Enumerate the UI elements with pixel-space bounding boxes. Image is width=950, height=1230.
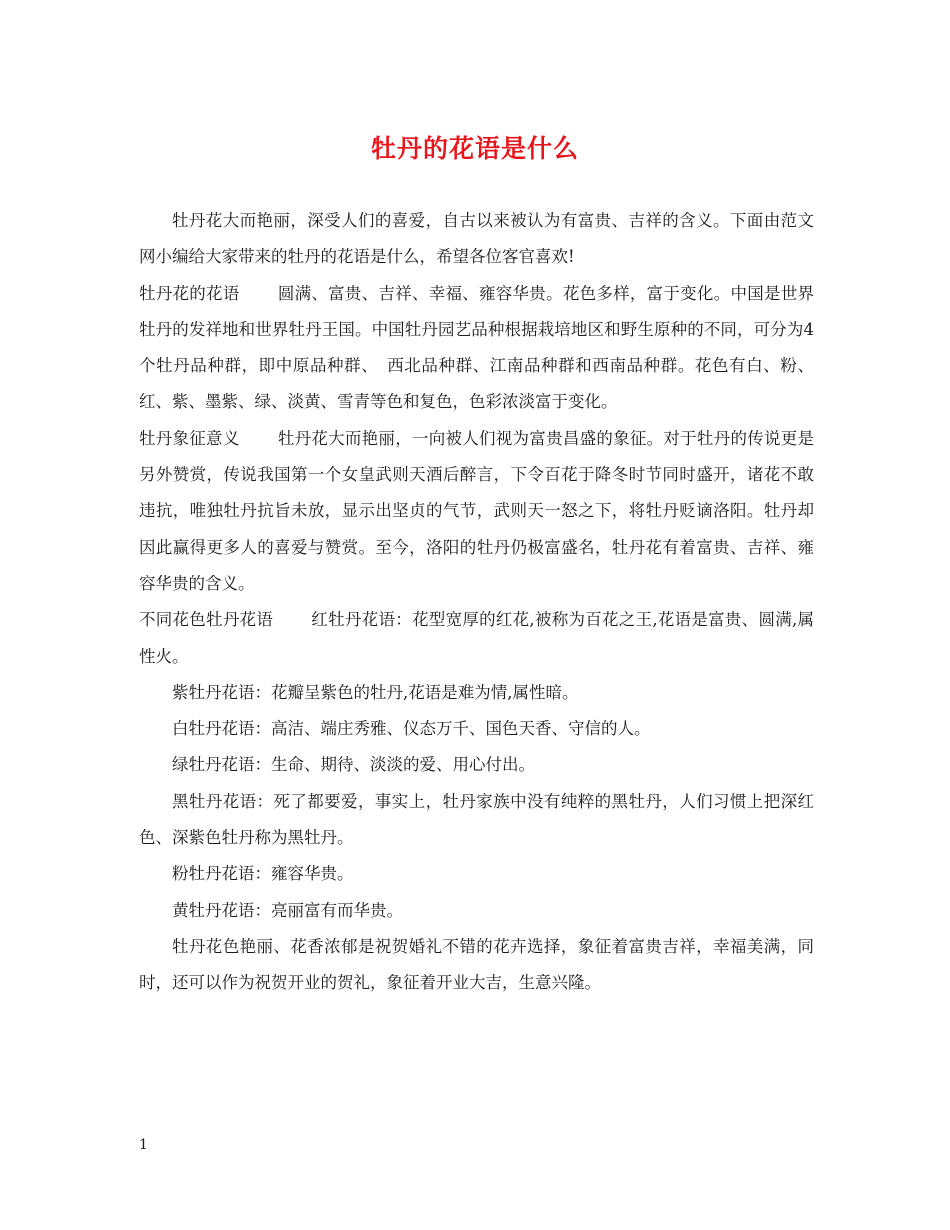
section-color-meanings xyxy=(139,602,814,675)
section-flower-language xyxy=(139,276,814,421)
page-number: 1 xyxy=(139,1137,148,1153)
closing-paragraph: 牡丹花色艳丽、花香浓郁是祝贺婚礼不错的花卉选择，象征着富贵吉祥，幸福美满，同时，还可以作为祝贺开业的贺礼，象征着开业大吉，生意兴隆。 xyxy=(139,936,814,993)
section-text-red-peony: 红牡丹花语：花型宽厚的红花,被称为百花之王,花语是富贵、圆满,属性火。 xyxy=(139,610,814,666)
purple-peony-paragraph: 紫牡丹花语：花瓣呈紫色的牡丹,花语是难为情,属性暗。 xyxy=(172,682,579,702)
black-peony-paragraph: 黑牡丹花语：死了都要爱，事实上，牡丹家族中没有纯粹的黑牡丹，人们习惯上把深红色、深紫色牡丹称为黑牡丹。 xyxy=(139,791,814,848)
section-text-flower-language: 圆满、富贵、吉祥、幸福、雍容华贵。花色多样，富于变化。中国是世界牡丹的发祥地和世界牡丹王国。中国牡丹园艺品种根据栽培地区和野生原种的不同，可分为4个牡丹品种群，即中原品种群、 西北品种群、江南品种群和西南品种群。花色有白、粉、红、紫、墨紫、绿、淡黄、雪青等色和复色，色彩浓淡富于变化。 xyxy=(139,283,815,412)
intro-paragraph: 牡丹花大而艳丽，深受人们的喜爱，自古以来被认为有富贵、吉祥的含义。下面由范文网小编给大家带来的牡丹的花语是什么，希望各位客官喜欢! xyxy=(139,211,814,267)
section-symbolism xyxy=(139,421,814,602)
section-heading-color-meanings: 不同花色牡丹花语 xyxy=(139,610,274,630)
white-peony-paragraph: 白牡丹花语：高洁、端庄秀雅、仪态万千、国色天香、守信的人。 xyxy=(172,719,651,739)
pink-peony-paragraph: 粉牡丹花语：雍容华贵。 xyxy=(172,864,354,884)
yellow-peony-paragraph: 黄牡丹花语：亮丽富有而华贵。 xyxy=(172,900,403,920)
section-heading-symbolism: 牡丹象征意义 xyxy=(139,428,240,448)
section-heading-flower-language: 牡丹花的花语 xyxy=(139,283,240,303)
document-title: 牡丹的花语是什么 xyxy=(370,134,579,163)
green-peony-paragraph: 绿牡丹花语：生命、期待、淡淡的爱、用心付出。 xyxy=(172,755,535,775)
section-text-symbolism: 牡丹花大而艳丽，一向被人们视为富贵昌盛的象征。对于牡丹的传说更是另外赞赏，传说我国第一个女皇武则天酒后醉言，下令百花于降冬时节同时盛开，诸花不敢违抗，唯独牡丹抗旨未放，显示出坚贞的气节，武则天一怒之下，将牡丹贬谪洛阳。牡丹却因此赢得更多人的喜爱与赞赏。至今，洛阳的牡丹仍极富盛名，牡丹花有着富贵、吉祥、雍容华贵的含义。 xyxy=(139,428,815,593)
document-body xyxy=(139,203,814,1002)
